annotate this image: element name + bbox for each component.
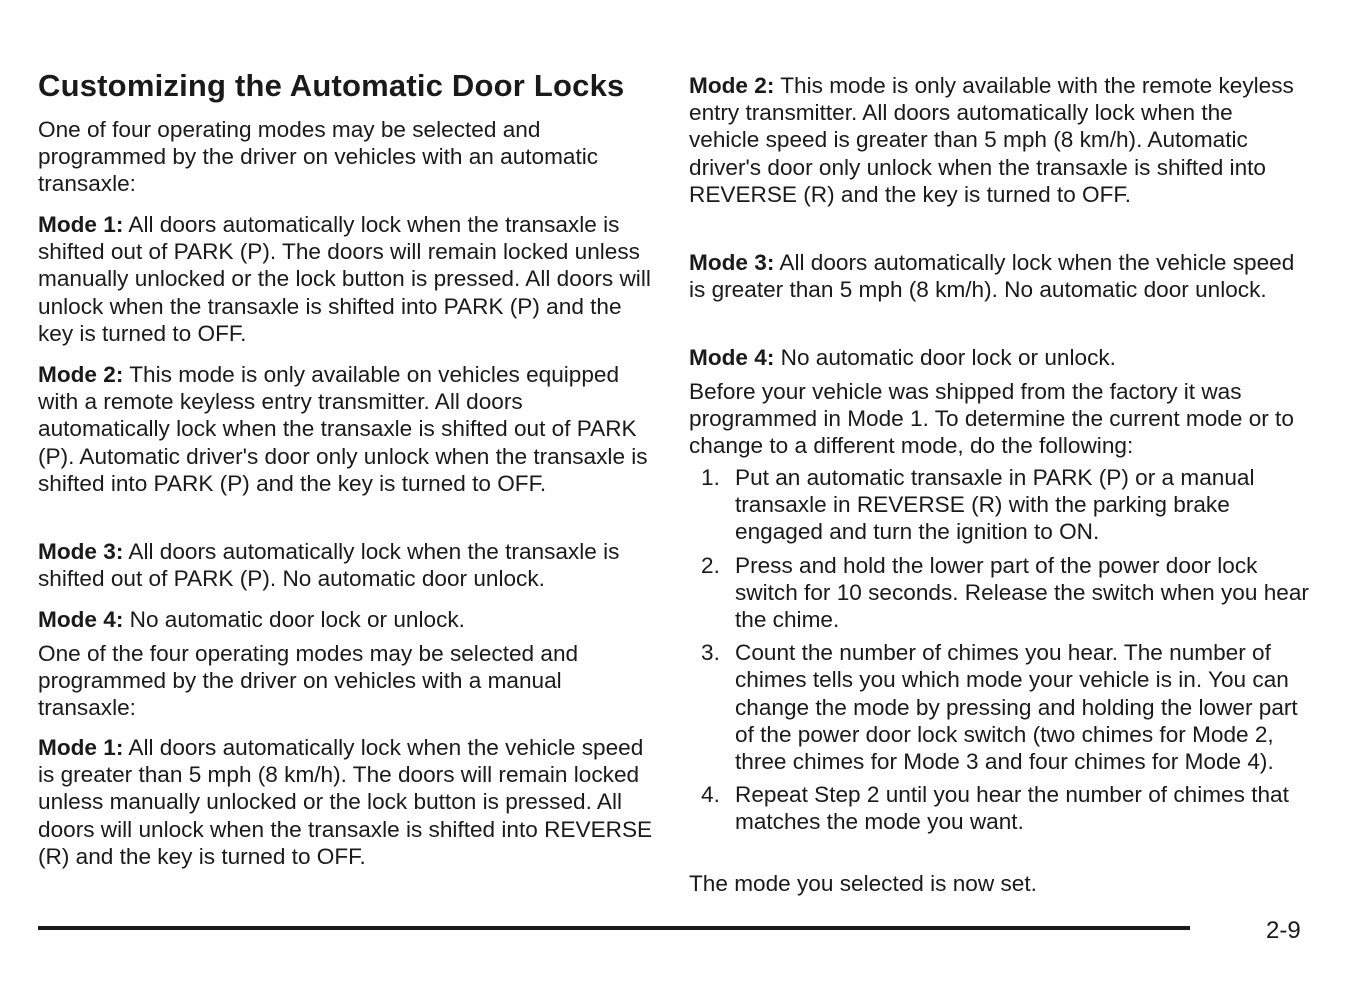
mode-label: Mode 3: bbox=[689, 250, 775, 275]
step-number: 2. bbox=[701, 552, 720, 578]
auto-mode-4 bbox=[38, 606, 653, 633]
mode-text: No automatic door lock or unlock. bbox=[780, 345, 1116, 370]
mode-label: Mode 4: bbox=[689, 345, 775, 370]
step-item bbox=[689, 552, 1309, 634]
step-item bbox=[689, 639, 1309, 775]
mode-label: Mode 2: bbox=[689, 73, 775, 98]
mode-text: All doors automatically lock when the transaxle is shifted out of PARK (P). No automatic door unlock. bbox=[38, 539, 620, 592]
auto-mode-3 bbox=[38, 538, 653, 592]
footer-rule bbox=[38, 926, 1190, 930]
mode-text: All doors automatically lock when the vehicle speed is greater than 5 mph (8 km/h). No automatic door unlock. bbox=[689, 250, 1295, 303]
page-number: 2-9 bbox=[1266, 917, 1301, 944]
mode-text: This mode is only available on vehicles equipped with a remote keyless entry transmitter. All doors automatically lock when the transaxle is shifted out of PARK (P). Automatic driver's door only unlock when the transaxle is shifted into PARK (P) and the key is turned to OFF. bbox=[38, 362, 648, 496]
step-text: Put an automatic transaxle in PARK (P) or a manual transaxle in REVERSE (R) with the parking brake engaged and turn the ignition to ON. bbox=[735, 465, 1255, 545]
closing-note: The mode you selected is now set. bbox=[689, 871, 1037, 896]
factory-note: Before your vehicle was shipped from the factory it was programmed in Mode 1. To determine the current mode or to change to a different mode, do the following: bbox=[689, 379, 1294, 459]
mode-text: All doors automatically lock when the vehicle speed is greater than 5 mph (8 km/h). The doors will remain locked unless manually unlocked or the lock button is pressed. All doors will unlock when the transaxle is shifted into REVERSE (R) and the key is turned to OFF. bbox=[38, 735, 653, 869]
mode-label: Mode 4: bbox=[38, 607, 124, 632]
manual-mode-4 bbox=[689, 344, 1309, 371]
manual-mode-1 bbox=[38, 734, 653, 870]
intro-manual: One of the four operating modes may be selected and programmed by the driver on vehicles with a manual transaxle: bbox=[38, 641, 579, 721]
mode-text: All doors automatically lock when the transaxle is shifted out of PARK (P). The doors will remain locked unless manually unlocked or the lock button is pressed. All doors will unlock when the transaxle is shifted into PARK (P) and the key is turned to OFF. bbox=[38, 212, 651, 346]
mode-label: Mode 3: bbox=[38, 539, 124, 564]
step-text: Count the number of chimes you hear. The number of chimes tells you which mode your vehicle is in. You can change the mode by pressing and holding the lower part of the power door lock switch (two chimes for Mode 2, three chimes for Mode 3 and four chimes for Mode 4). bbox=[735, 640, 1298, 775]
mode-label: Mode 1: bbox=[38, 212, 124, 237]
manual-mode-3 bbox=[689, 249, 1309, 303]
step-text: Repeat Step 2 until you hear the number of chimes that matches the mode you want. bbox=[735, 782, 1289, 835]
step-number: 3. bbox=[701, 640, 720, 666]
step-item bbox=[689, 464, 1309, 546]
step-number: 4. bbox=[701, 782, 720, 808]
auto-mode-1 bbox=[38, 211, 653, 347]
page-heading: Customizing the Automatic Door Locks bbox=[38, 68, 625, 103]
mode-text: This mode is only available with the remote keyless entry transmitter. All doors automatically lock when the vehicle speed is greater than 5 mph (8 km/h). Automatic driver's door only unlock when the transaxle is shifted into REVERSE (R) and the key is turned to OFF. bbox=[689, 73, 1294, 207]
step-number: 1. bbox=[701, 465, 720, 490]
step-text: Press and hold the lower part of the power door lock switch for 10 seconds. Release the switch when you hear the chime. bbox=[735, 552, 1309, 633]
mode-text: No automatic door lock or unlock. bbox=[129, 607, 465, 632]
intro-automatic: One of four operating modes may be selected and programmed by the driver on vehicles with an automatic transaxle: bbox=[38, 117, 599, 197]
procedure-steps bbox=[689, 464, 1309, 836]
step-item bbox=[689, 781, 1309, 835]
mode-label: Mode 1: bbox=[38, 735, 124, 760]
manual-mode-2 bbox=[689, 72, 1309, 208]
mode-label: Mode 2: bbox=[38, 362, 124, 387]
auto-mode-2 bbox=[38, 361, 653, 497]
